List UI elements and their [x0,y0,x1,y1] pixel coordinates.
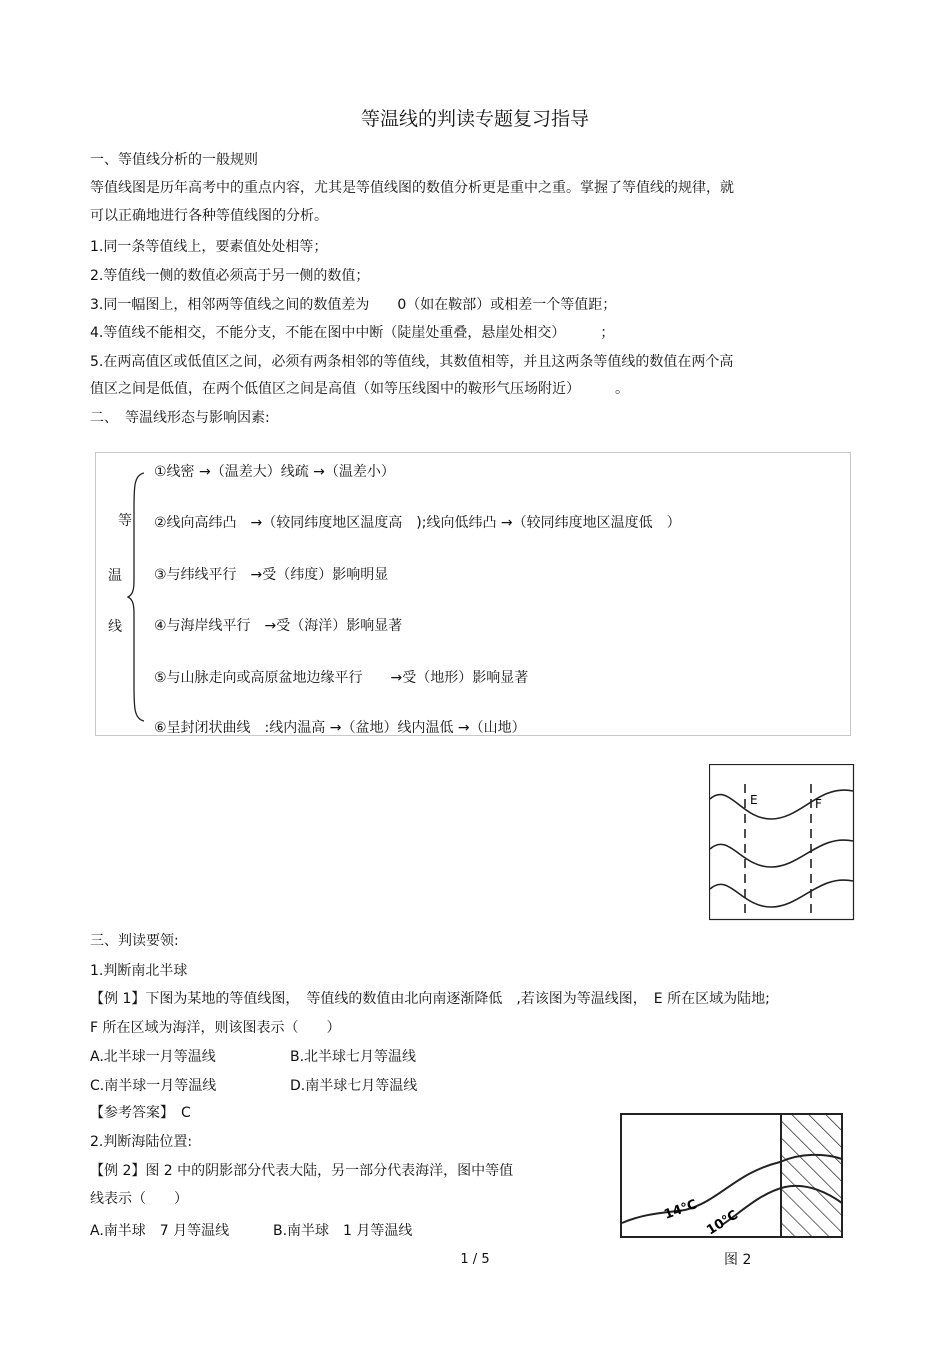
page-title: 等温线的判读专题复习指导 [360,108,589,130]
example1-line1: 【例 1】下图为某地的等值线图， 等值线的数值由北向南逐渐降低 ,若该图为等温线图， E 所在区域为陆地; [90,991,770,1007]
factor-row-6: ⑥呈封闭状曲线 :线内温高 →（盆地）线内温低 →（山地） [154,720,526,736]
section2-heading: 二、 等温线形态与影响因素: [90,410,270,426]
figure1-isoline-diagram [709,764,855,922]
section1-intro-line2: 可以正确地进行各种等值线图的分析。 [90,208,328,224]
rule-5-line1: 5.在两高值区或低值区之间，必须有两条相邻的等值线，其数值相等，并且这两条等值线的数值在两个高 [90,354,734,370]
factor-row-1: ①线密 →（温差大）线疏 →（温差小） [154,464,395,480]
rule-2: 2.等值线一侧的数值必须高于另一侧的数值； [90,268,370,284]
rule-1: 1.同一条等值线上，要素值处处相等； [90,239,328,255]
rule-3: 3.同一幅图上，相邻两等值线之间的数值差为 0（如在鞍部）或相差一个等值距； [90,297,617,313]
figure1-label-e: E [750,793,758,807]
side-char-3: 线 [108,619,122,635]
page-number: 1 / 5 [460,1252,490,1267]
factor-row-5: ⑤与山脉走向或高原盆地边缘平行 →受（地形）影响显著 [154,670,529,686]
example1-answer: 【参考答案】 C [90,1105,191,1121]
figure1-label-f: F [815,797,822,811]
section3-sub2: 2.判断海陆位置: [90,1134,193,1150]
section3-sub1: 1.判断南北半球 [90,963,188,979]
section3-heading: 三、判读要领: [90,933,179,949]
rule-4: 4.等值线不能相交，不能分支，不能在图中中断（陡崖处重叠，悬崖处相交） ； [90,325,615,341]
example2-option-b: B.南半球 1 月等温线 [273,1223,413,1239]
example1-option-c: C.南半球一月等温线 [90,1078,217,1094]
figure2-caption: 图 2 [724,1252,752,1268]
example1-line2: F 所在区域为海洋，则该图表示（ ） [90,1020,341,1036]
section1-heading: 一、等值线分析的一般规则 [90,152,258,168]
example1-option-b: B.北半球七月等温线 [290,1049,417,1065]
figure2-label-10: 10℃ [704,1207,741,1239]
example1-option-d: D.南半球七月等温线 [290,1078,418,1094]
figure2-land-sea-diagram [620,1113,844,1239]
side-char-2: 温 [108,568,122,584]
factor-row-2: ②线向高纬凸 →（较同纬度地区温度高 );线向低纬凸 →（较同纬度地区温度低 ） [154,515,681,531]
figure2-land-hatch [781,1115,841,1236]
section1-intro-line1: 等值线图是历年高考中的重点内容，尤其是等值线图的数值分析更是重中之重。掌握了等值线的规律，就 [90,180,734,196]
example1-option-a: A.北半球一月等温线 [90,1049,216,1065]
example2-line2: 线表示（ ） [90,1191,188,1207]
isotherm-factor-box [95,452,851,736]
example2-option-a: A.南半球 7 月等温线 [90,1223,230,1239]
figure2-label-14: 14℃ [662,1197,700,1223]
rule-5-line2: 值区之间是低值，在两个低值区之间是高值（如等压线图中的鞍形气压场附近） 。 [90,381,629,397]
curly-brace-icon [126,469,148,725]
example2-line1: 【例 2】图 2 中的阴影部分代表大陆，另一部分代表海洋，图中等值 [90,1163,514,1179]
side-char-1: 等 [118,513,132,529]
factor-row-4: ④与海岸线平行 →受（海洋）影响显著 [154,618,403,634]
factor-row-3: ③与纬线平行 →受（纬度）影响明显 [154,567,389,583]
